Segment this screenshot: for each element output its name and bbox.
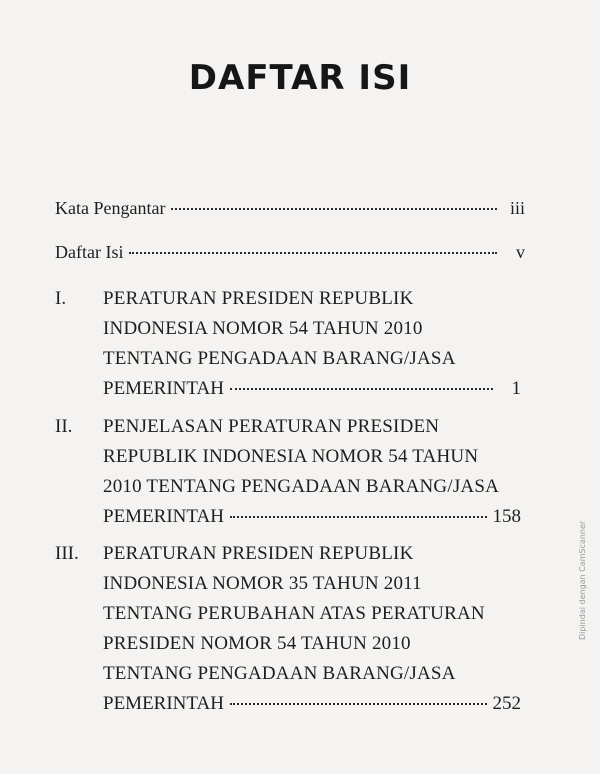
toc-page-number: iii (509, 198, 525, 218)
toc-page-number: v (516, 242, 525, 262)
toc-entry-label: Daftar Isi (55, 242, 124, 262)
toc-page-number: 252 (492, 693, 521, 714)
toc-page-number: 158 (492, 506, 521, 527)
chapter-title-line: REPUBLIK INDONESIA NOMOR 54 TAHUN (103, 446, 479, 467)
chapter-title-line: PEMERINTAH (103, 693, 224, 714)
chapter-numeral: I. (55, 288, 67, 309)
dot-leader (230, 701, 487, 705)
page-title: DAFTAR ISI (188, 58, 412, 98)
dot-leader (230, 386, 493, 390)
chapter-title-line: TENTANG PENGADAAN BARANG/JASA (103, 663, 456, 684)
dot-leader (171, 206, 497, 210)
chapter-title-line: 2010 TENTANG PENGADAAN BARANG/JASA (103, 476, 500, 497)
chapter-numeral: II. (55, 416, 73, 437)
toc-page-number: 1 (511, 378, 521, 399)
chapter-title-line: TENTANG PENGADAAN BARANG/JASA (103, 348, 456, 369)
toc-entry-kata-pengantar[interactable] (55, 198, 525, 228)
toc-entry-daftar-isi[interactable] (55, 242, 525, 272)
chapter-title-line: PEMERINTAH (103, 506, 224, 527)
chapter-title-line: INDONESIA NOMOR 54 TAHUN 2010 (103, 318, 423, 339)
scanner-watermark: Dipindai dengan CamScanner (578, 520, 587, 640)
chapter-title-line: TENTANG PERUBAHAN ATAS PERATURAN (103, 603, 485, 624)
dot-leader (230, 514, 487, 518)
chapter-title-line: PERATURAN PRESIDEN REPUBLIK (103, 288, 414, 309)
toc-entry-label: Kata Pengantar (55, 198, 166, 218)
chapter-numeral: III. (55, 543, 79, 564)
chapter-title-line: PERATURAN PRESIDEN REPUBLIK (103, 543, 414, 564)
chapter-title-line: PENJELASAN PERATURAN PRESIDEN (103, 416, 440, 437)
dot-leader (129, 250, 497, 254)
chapter-title-line: INDONESIA NOMOR 35 TAHUN 2011 (103, 573, 422, 594)
chapter-title-line: PEMERINTAH (103, 378, 224, 399)
chapter-title-line: PRESIDEN NOMOR 54 TAHUN 2010 (103, 633, 411, 654)
